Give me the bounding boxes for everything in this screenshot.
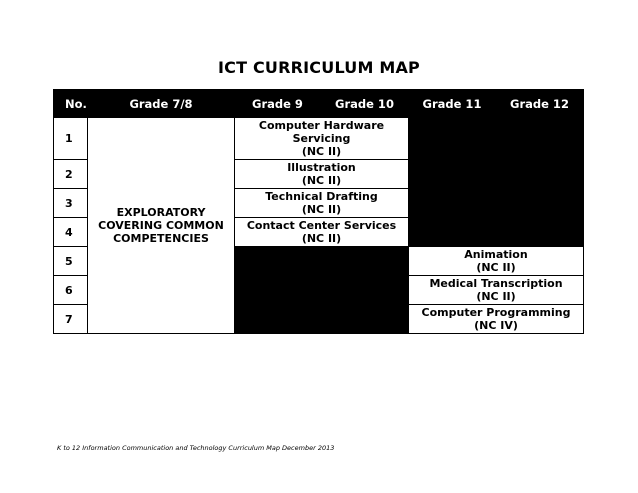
course-line: (NC II) (301, 232, 342, 245)
course-computer-hardware-servicing (235, 118, 409, 160)
header-grade-10: Grade 10 (321, 90, 409, 118)
course-line: (NC IV) (474, 319, 518, 332)
footer-caption: K to 12 Information Communication and Technology Curriculum Map December 2013 (57, 444, 335, 452)
row-number: 7 (54, 305, 88, 334)
course-animation (409, 247, 584, 276)
course-line: Servicing (292, 132, 351, 145)
course-line: (NC II) (476, 290, 516, 303)
course-line: Illustration (287, 161, 356, 174)
row-number: 2 (54, 160, 88, 189)
course-line: (NC II) (301, 145, 342, 158)
course-line: (NC II) (301, 203, 342, 216)
page-title: ICT CURRICULUM MAP (218, 58, 420, 77)
header-grade-11: Grade 11 (409, 90, 496, 118)
row-number: 6 (54, 276, 88, 305)
table-row (54, 118, 584, 160)
exploratory-line: COMPETENCIES (113, 232, 209, 245)
exploratory-cell (88, 118, 235, 334)
header-grade-9: Grade 9 (235, 90, 321, 118)
course-technical-drafting (235, 189, 409, 218)
course-line: Computer Programming (421, 306, 571, 319)
course-line: Animation (464, 248, 528, 261)
header-no: No. (54, 90, 88, 118)
header-grade-7-8: Grade 7/8 (88, 90, 235, 118)
header-grade-12: Grade 12 (496, 90, 584, 118)
exploratory-line: COVERING COMMON (98, 219, 224, 232)
course-line: Computer Hardware (258, 119, 385, 132)
course-illustration (235, 160, 409, 189)
header-row (54, 90, 584, 118)
course-line: Contact Center Services (246, 219, 397, 232)
row-number: 1 (54, 118, 88, 160)
row-number: 3 (54, 189, 88, 218)
course-computer-programming (409, 305, 584, 334)
curriculum-table (53, 89, 584, 334)
course-line: Technical Drafting (265, 190, 378, 203)
blocked-cell-grade-11-12 (409, 118, 584, 247)
course-line: (NC II) (301, 174, 342, 187)
exploratory-line: EXPLORATORY (116, 206, 206, 219)
row-number: 5 (54, 247, 88, 276)
course-medical-transcription (409, 276, 584, 305)
course-line: (NC II) (476, 261, 516, 274)
course-line: Medical Transcription (429, 277, 563, 290)
course-contact-center-services (235, 218, 409, 247)
row-number: 4 (54, 218, 88, 247)
blocked-cell-grade-9-10 (235, 247, 409, 334)
